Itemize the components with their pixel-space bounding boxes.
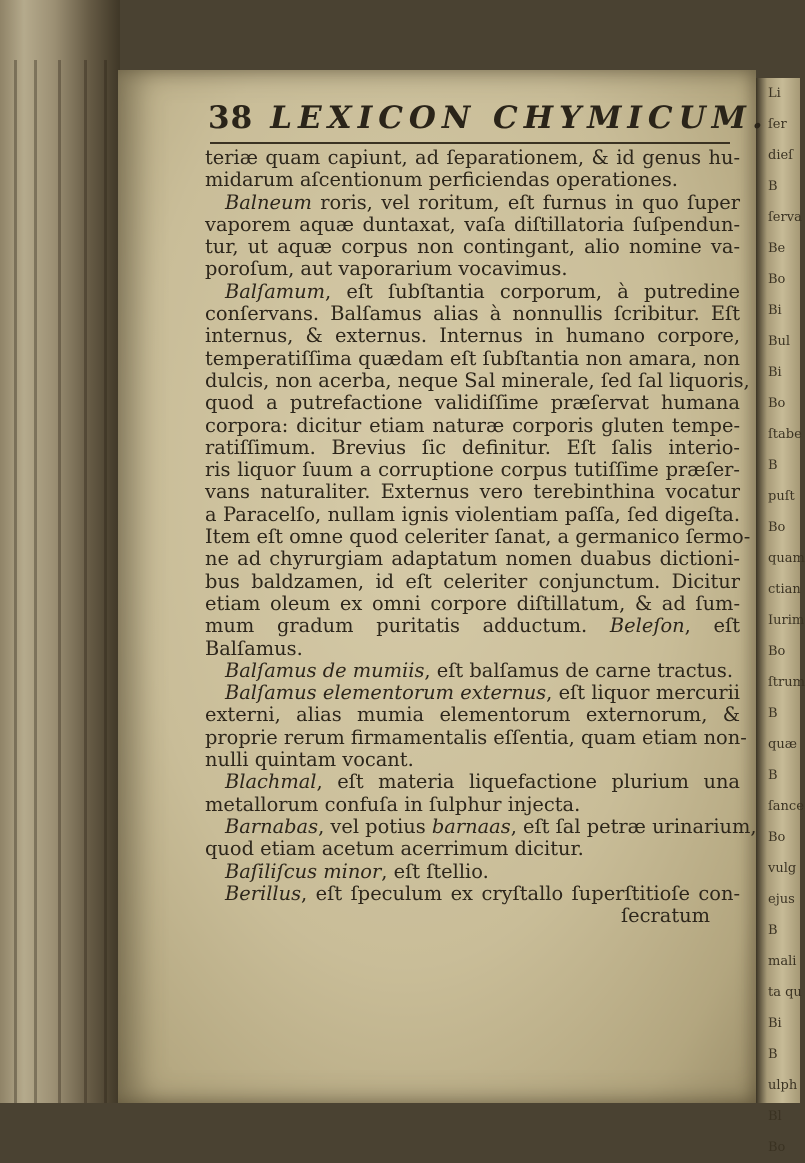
facing-page-fragment: Bi (768, 1016, 782, 1031)
line-text: quod etiam acetum acerrimum dicitur. (205, 837, 584, 861)
text-line (205, 368, 750, 392)
text-line (205, 571, 740, 593)
lexicon-entry (205, 771, 740, 816)
text-line (205, 771, 740, 793)
text-line (205, 303, 740, 325)
text-line (205, 682, 740, 704)
line-text: Item eſt omne quod celeriter ſanat, a germanico ſermo- (205, 525, 751, 549)
facing-page-fragment: B (768, 179, 778, 194)
line-text: teriæ quam capiunt, ad ſeparationem, & id genus hu- (205, 146, 740, 169)
entry-term: barnaas (431, 814, 511, 838)
line-text: , eſt ſtellio. (381, 859, 489, 883)
facing-page-fragment: dieſ (768, 148, 793, 163)
lexicon-entry (205, 192, 740, 281)
line-text: etiam oleum ex omni corpore diſtillatum, & ad ſum- (205, 591, 740, 615)
line-text: mum gradum puritatis adductum. (205, 614, 610, 638)
entry-term: Balſamus de mumiis (225, 658, 425, 682)
entry-term: Balſamus elementorum externus (225, 681, 547, 705)
lexicon-entry (205, 279, 751, 660)
text-line (205, 749, 740, 771)
catchword: ſecratum (620, 904, 710, 928)
text-line (205, 236, 740, 258)
line-text: proprie rerum firmamentalis eſſentia, quam etiam non- (205, 725, 747, 749)
line-text: midarum aſcentionum perficiendas operationes. (205, 168, 678, 192)
line-text: , eſt ſpeculum ex cryſtallo ſuperſtitioſe con- (301, 881, 740, 905)
facing-page-fragment: Bo (768, 272, 786, 287)
line-text: bus baldzamen, id eſt celeriter conjunctum. Dicitur (205, 569, 740, 593)
line-text: , eſt liquor mercurii (546, 681, 740, 705)
text-line (205, 258, 740, 280)
facing-page-fragment: ulph (768, 1078, 798, 1093)
facing-page-edge (756, 78, 805, 1155)
line-text: externi, alias mumia elementorum externorum, & (205, 703, 740, 727)
facing-page-fragment: Bi (768, 365, 782, 380)
text-line (205, 704, 740, 726)
facing-page-fragment: Iurim (768, 613, 805, 628)
text-line (205, 459, 740, 481)
facing-page-fragment: B (768, 923, 778, 938)
facing-page-fragment: ctian (768, 582, 801, 597)
line-text: vaporem aquæ duntaxat, vaſa diſtillatoria ſuſpendun- (205, 212, 740, 236)
line-text: , eſt materia liquefactione plurium una (316, 770, 740, 794)
entry-term: Beleſon (609, 614, 685, 638)
facing-page-fragment: B (768, 1047, 778, 1062)
text-line (205, 504, 740, 526)
line-text: , eſt balſamus de carne tractus. (424, 658, 734, 682)
facing-page-fragment: Bul (768, 334, 791, 349)
page-header (208, 100, 769, 136)
text-line (205, 325, 740, 347)
text-line (205, 794, 740, 816)
line-text: nulli quintam vocant. (205, 748, 414, 772)
facing-page-fragment: Be (768, 241, 786, 256)
entry-term: Balneum (225, 190, 312, 214)
text-line (205, 883, 740, 905)
line-text: internus, & externus. Internus in humano corpore, (205, 324, 740, 348)
entry-term: Barnabas (225, 814, 319, 838)
facing-page-fragment: quæ (768, 737, 797, 752)
text-line (205, 281, 740, 303)
line-text: , eſt ſubſtantia corporum, à putredine (325, 279, 740, 303)
text-line (205, 615, 740, 637)
text-line (205, 525, 751, 549)
line-text: Balſamus. (205, 636, 303, 660)
line-text: quod a putrefactione validiſſime præſervat humana (205, 391, 740, 415)
lexicon-entry (205, 883, 740, 905)
line-text: ratiſſimum. Brevius ſic definitur. Eſt ſalis interio- (205, 435, 740, 459)
running-title: LEXICON CHYMICUM. (270, 100, 769, 136)
facing-page-fragment: Li (768, 86, 781, 101)
lexicon-entry (205, 681, 747, 772)
lexicon-entry (205, 660, 740, 682)
facing-page-fragment: B (768, 768, 778, 783)
entry-term: Balſamum (225, 279, 326, 303)
line-text: tur, ut aquæ corpus non contingant, alio nomine va- (205, 235, 740, 259)
line-text: temperatiſſima quædam eſt ſubſtantia non amara, non (205, 346, 740, 370)
entry-term: Blachmal (225, 770, 317, 794)
facing-page-fragment: Bi (768, 303, 782, 318)
facing-page-fragment: ſtabe (768, 427, 802, 442)
facing-page-fragment: Bo (768, 644, 786, 659)
facing-page-fragment: puſt (768, 489, 795, 504)
line-text: , eſt (684, 614, 740, 638)
facing-page-fragment: ta qu (768, 985, 802, 1000)
facing-page-fragment: mali (768, 954, 797, 969)
facing-page-fragment: ſance (768, 799, 804, 814)
text-line (205, 814, 757, 838)
line-text: , vel potius (318, 814, 432, 838)
facing-page-fragment: ſerva (768, 210, 802, 225)
line-text: ris liquor ſuum a corruptione corpus tutiſſime præſer- (205, 458, 740, 482)
facing-page-fragment: Bo (768, 830, 786, 845)
facing-page-fragment: Bl (768, 1109, 782, 1124)
line-text: conſervans. Balſamus alias à nonnullis ſcribitur. Eſt (205, 302, 740, 326)
body-text (205, 146, 757, 928)
line-text: dulcis, non acerba, neque Sal minerale, ſed ſal liquoris, (205, 368, 750, 392)
facing-page-fragment: ſtrum (768, 675, 805, 690)
text-line (205, 392, 740, 414)
text-line (205, 725, 747, 749)
line-text: corpora: dicitur etiam naturæ corporis gluten tempe- (205, 413, 740, 437)
text-line (205, 147, 740, 169)
text-line (205, 437, 740, 459)
header-rule (210, 142, 730, 144)
text-line (205, 169, 740, 191)
text-line (205, 593, 740, 615)
facing-page-fragment: Bo (768, 1140, 786, 1155)
facing-page-fragment: B (768, 706, 778, 721)
facing-page-fragment: ſer (768, 117, 787, 132)
line-text: vans naturaliter. Externus vero terebinthina vocatur (205, 480, 740, 504)
facing-page-fragment: quam (768, 551, 805, 566)
facing-page-fragment: Bo (768, 396, 786, 411)
book-spine-edge (0, 0, 120, 1103)
lexicon-entry (205, 814, 757, 861)
text-line (205, 638, 740, 660)
continuation-paragraph (205, 147, 740, 192)
line-text: a Paracelſo, nullam ignis violentiam paſſa, ſed digeſta. (205, 502, 740, 526)
text-line (205, 214, 740, 236)
text-line (205, 348, 740, 370)
facing-page-fragment: B (768, 458, 778, 473)
lexicon-entry (205, 861, 740, 883)
line-text: poroſum, aut vaporarium vocavimus. (205, 257, 568, 281)
line-text: metallorum confuſa in ſulphur injecta. (205, 792, 581, 816)
text-line (205, 660, 740, 682)
text-line (205, 192, 740, 214)
entry-term: Baſiliſcus minor (225, 859, 382, 883)
text-line (205, 838, 740, 860)
facing-page-fragment: vulg (768, 861, 797, 876)
line-text: roris, vel roritum, eſt furnus in quo ſuper (311, 190, 740, 214)
entry-term: Berillus (225, 881, 302, 905)
text-line (205, 415, 740, 437)
facing-page-fragments (756, 78, 805, 1163)
line-text: ne ad chyrurgiam adaptatum nomen duabus dictioni- (205, 547, 740, 571)
page-number: 38 (208, 100, 254, 136)
text-line (205, 548, 740, 570)
facing-page-fragment: Bo (768, 520, 786, 535)
text-line (205, 481, 740, 503)
text-line (205, 861, 740, 883)
facing-page-fragment: ejus (768, 892, 795, 907)
line-text: , eſt ſal petræ urinarium, (510, 814, 757, 838)
